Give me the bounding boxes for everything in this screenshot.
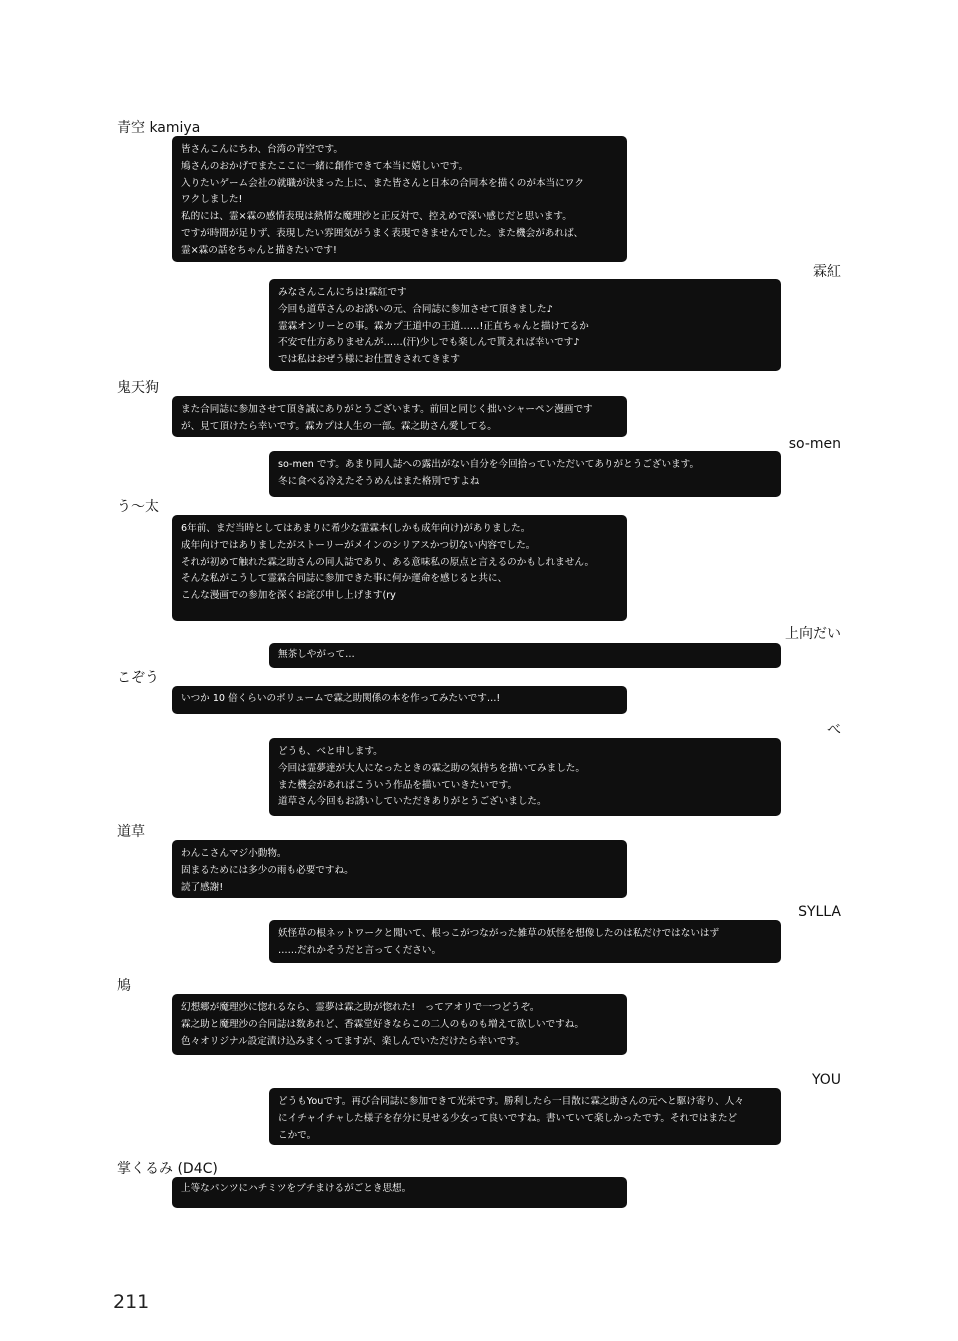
comment-bubble <box>172 396 627 437</box>
comment-line: 妖怪草の根ネットワークと聞いて、根っこがつながった雑草の妖怪を想像したのは私だけではないはず <box>278 928 720 939</box>
comment-line: 霊霖オンリーとの事。霖カプ王道中の王道……!正直ちゃんと描けてるか <box>278 320 589 332</box>
comment-line: 上等なパンツにハチミツをブチまけるがごとき思想。 <box>181 1183 412 1194</box>
comment-bubble <box>172 840 627 898</box>
comment-line: 読了感謝! <box>181 881 224 893</box>
author-name: 鳩 <box>117 978 131 994</box>
author-name: う～太 <box>117 499 159 515</box>
comment-line: わんこさんマジ小動物。 <box>181 848 287 859</box>
comment-line: どうもYouです。再び合同誌に参加できて光栄です。勝利したら一目散に霖之助さんの元へと駆け寄り、人々 <box>278 1096 744 1107</box>
comment-line: 道草さん今回もお誘いしていただきありがとうございました。 <box>278 796 547 808</box>
author-name: 霖紅 <box>813 264 841 280</box>
comment-line: また機会があればこういう作品を描いていきたいです。 <box>278 779 518 791</box>
comment-line: こかで。 <box>278 1129 317 1141</box>
comment-line: また合同誌に参加させて頂き誠にありがとうございます。前回と同じく拙いシャーペン漫画です <box>181 404 593 415</box>
comment-bubble <box>269 738 781 816</box>
comment-line: 私的には、霊×霖の感情表現は熱情な魔理沙と正反対で、控えめで深い感じだと思います。 <box>181 211 572 223</box>
comment-line: そんな私がこうして霊霖合同誌に参加できた事に何か運命を感じると共に、 <box>181 573 508 585</box>
author-name: YOU <box>811 1072 841 1088</box>
comment-line: みなさんこんにちは!霖紅です <box>278 287 407 298</box>
comment-line: では私はおぜう様にお仕置きされてきます <box>278 354 460 366</box>
comment-line: ……だれかそうだと言ってください。 <box>278 944 442 956</box>
author-name: so-men <box>788 436 841 452</box>
comment-line: が、見て頂けたら幸いです。霖カプは人生の一部。霖之助さん愛してる。 <box>181 420 497 432</box>
comment-line: それが初めて触れた霖之助さんの同人誌であり、ある意味私の原点と言えるのかもしれません。 <box>181 556 595 568</box>
author-name: こぞう <box>117 670 159 686</box>
comment-bubble <box>172 515 627 621</box>
comment-bubble <box>172 136 627 262</box>
comment-line: にイチャイチャした様子を存分に見せる少女って良いですね。書いていて楽しかったです。それではまたど <box>278 1112 738 1124</box>
comment-line: 不安で仕方ありませんが……(汗)少しでも楽しんで貰えれば幸いです♪ <box>278 337 580 349</box>
comment-line: 今回は霊夢達が大人になったときの霖之助の気持ちを描いてみました。 <box>278 762 585 774</box>
page-number: 211 <box>113 1291 150 1313</box>
comment-bubble <box>172 994 627 1055</box>
comment-line: so-men です。あまり同人誌への露出がない自分を今回拾っていただいてありがとうございます。 <box>278 459 700 470</box>
comment-line: 色々オリジナル設定漬け込みまくってますが、楽しんでいただけたら幸いです。 <box>181 1035 525 1047</box>
author-name: べ <box>827 722 841 738</box>
comment-bubble <box>269 1088 781 1145</box>
author-name: SYLLA <box>798 904 841 920</box>
author-name: 道草 <box>117 824 145 840</box>
comment-line: 冬に食べる冷えたそうめんはまた格別ですよね <box>278 475 480 487</box>
author-name: 上向だい <box>785 626 841 642</box>
comment-line: 入りたいゲーム会社の就職が決まった上に、また皆さんと日本の合同本を描くのが本当にワク <box>181 177 584 189</box>
comment-line: 皆さんこんにちわ、台湾の青空です。 <box>181 144 343 155</box>
comment-line: 今回も道草さんのお誘いの元、合同誌に参加させて頂きました♪ <box>278 303 553 315</box>
author-name: 鬼天狗 <box>117 380 159 396</box>
comment-bubble <box>269 451 781 497</box>
comment-line: 6年前、まだ当時としてはあまりに希少な霊霖本(しかも成年向け)がありました。 <box>181 523 531 534</box>
comment-bubble <box>269 279 781 371</box>
comment-line: 固まるためには多少の雨も必要ですね。 <box>181 864 354 876</box>
comment-line: 霊×霖の話をちゃんと描きたいです! <box>181 244 337 256</box>
comment-bubble <box>172 686 627 714</box>
comment-line: 霖之助と魔理沙の合同誌は数あれど、香霖堂好きならこの二人のものも増えて欲しいですね。 <box>181 1018 584 1030</box>
comment-bubble <box>269 643 781 668</box>
comment-line: ワクしました! <box>181 194 243 206</box>
author-name: 掌くるみ (D4C) <box>117 1161 218 1177</box>
comment-line: こんな漫画での参加を深くお詫び申し上げます(ry <box>181 590 396 602</box>
comment-line: ですが時間が足りず、表現したい雰囲気がうまく表現できませんでした。また機会があれば、 <box>181 227 584 239</box>
comment-line: いつか 10 倍くらいのボリュームで霖之助関係の本を作ってみたいです…! <box>181 693 501 704</box>
comment-line: 鳩さんのおかげでまたここに一緒に創作できて本当に嬉しいです。 <box>181 160 469 172</box>
comment-bubble <box>172 1177 627 1208</box>
comment-line: どうも、べと申します。 <box>278 746 383 757</box>
comment-line: 成年向けではありましたがストーリーがメインのシリアスかつ切ない内容でした。 <box>181 539 536 551</box>
comment-line: 幻想郷が魔理沙に惚れるなら、霊夢は霖之助が惚れた! ってアオリで一つどうぞ。 <box>181 1002 540 1013</box>
comment-bubble <box>269 920 781 963</box>
author-name: 青空 kamiya <box>117 120 201 136</box>
comment-line: 無茶しやがって… <box>278 649 355 660</box>
